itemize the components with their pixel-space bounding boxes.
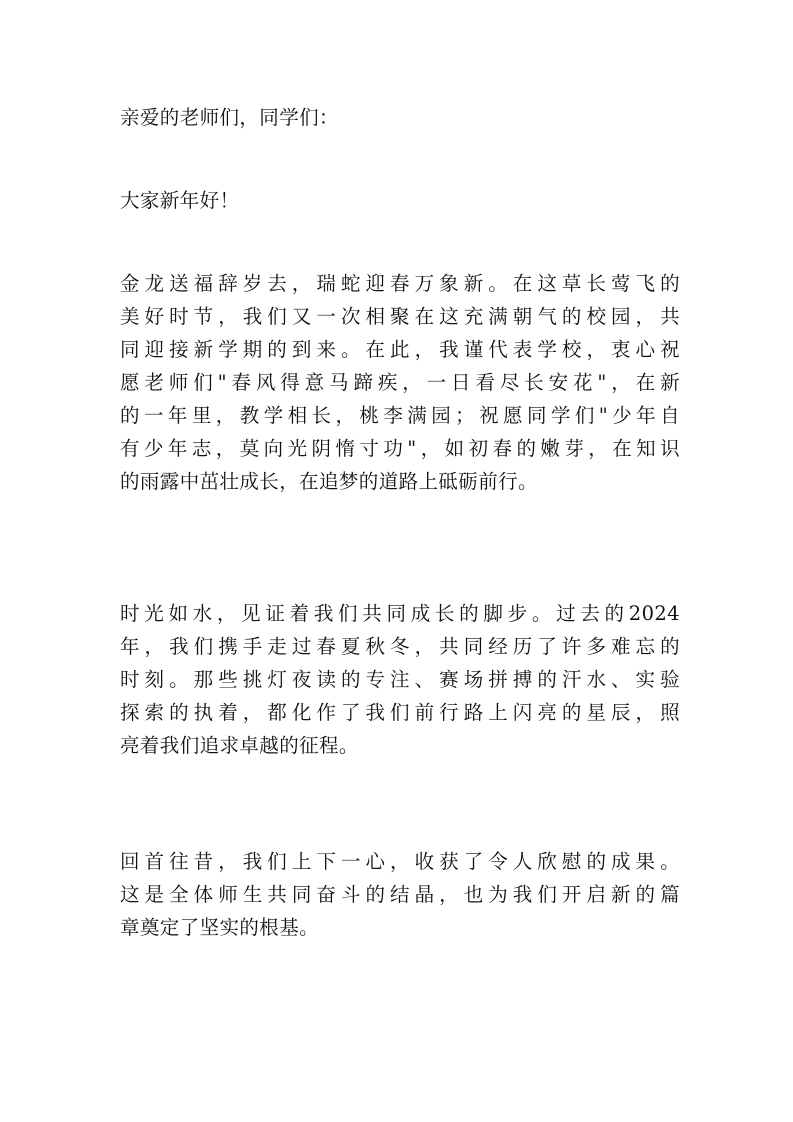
paragraph-1 — [120, 267, 680, 498]
paragraph-line: 同迎接新学期的到来。在此，我谨代表学校，衷心祝 — [120, 338, 680, 361]
greeting — [120, 184, 680, 217]
salutation-text: 亲爱的老师们，同学们： — [120, 106, 339, 129]
paragraph-line: 这是全体师生共同奋斗的结晶，也为我们开启新的篇 — [120, 883, 680, 906]
salutation — [120, 101, 680, 134]
paragraph-line: 章奠定了坚实的根基。 — [120, 916, 320, 939]
paragraph-line: 年，我们携手走过春夏秋冬，共同经历了许多难忘的 — [120, 635, 680, 658]
greeting-text: 大家新年好！ — [120, 189, 240, 212]
paragraph-line: 的一年里，教学相长，桃李满园；祝愿同学们"少年自 — [120, 404, 680, 427]
paragraph-line: 的雨露中茁壮成长，在追梦的道路上砥砺前行。 — [120, 470, 538, 493]
paragraph-line: 金龙送福辞岁去，瑞蛇迎春万象新。在这草长莺飞的 — [120, 272, 680, 295]
paragraph-2 — [120, 597, 680, 762]
paragraph-line: 探索的执着，都化作了我们前行路上闪亮的星辰，照 — [120, 701, 680, 724]
paragraph-line: 愿老师们"春风得意马蹄疾，一日看尽长安花"，在新 — [120, 371, 680, 394]
paragraph-3 — [120, 845, 680, 944]
paragraph-line: 时光如水，见证着我们共同成长的脚步。过去的2024 — [120, 602, 680, 625]
paragraph-line: 时刻。那些挑灯夜读的专注、赛场拼搏的汗水、实验 — [120, 668, 680, 691]
paragraph-line: 回首往昔，我们上下一心，收获了令人欣慰的成果。 — [120, 850, 680, 873]
paragraph-line: 亮着我们追求卓越的征程。 — [120, 734, 359, 757]
paragraph-line: 美好时节，我们又一次相聚在这充满朝气的校园，共 — [120, 305, 680, 328]
paragraph-line: 有少年志，莫向光阴惰寸功"，如初春的嫩芽，在知识 — [120, 437, 680, 460]
